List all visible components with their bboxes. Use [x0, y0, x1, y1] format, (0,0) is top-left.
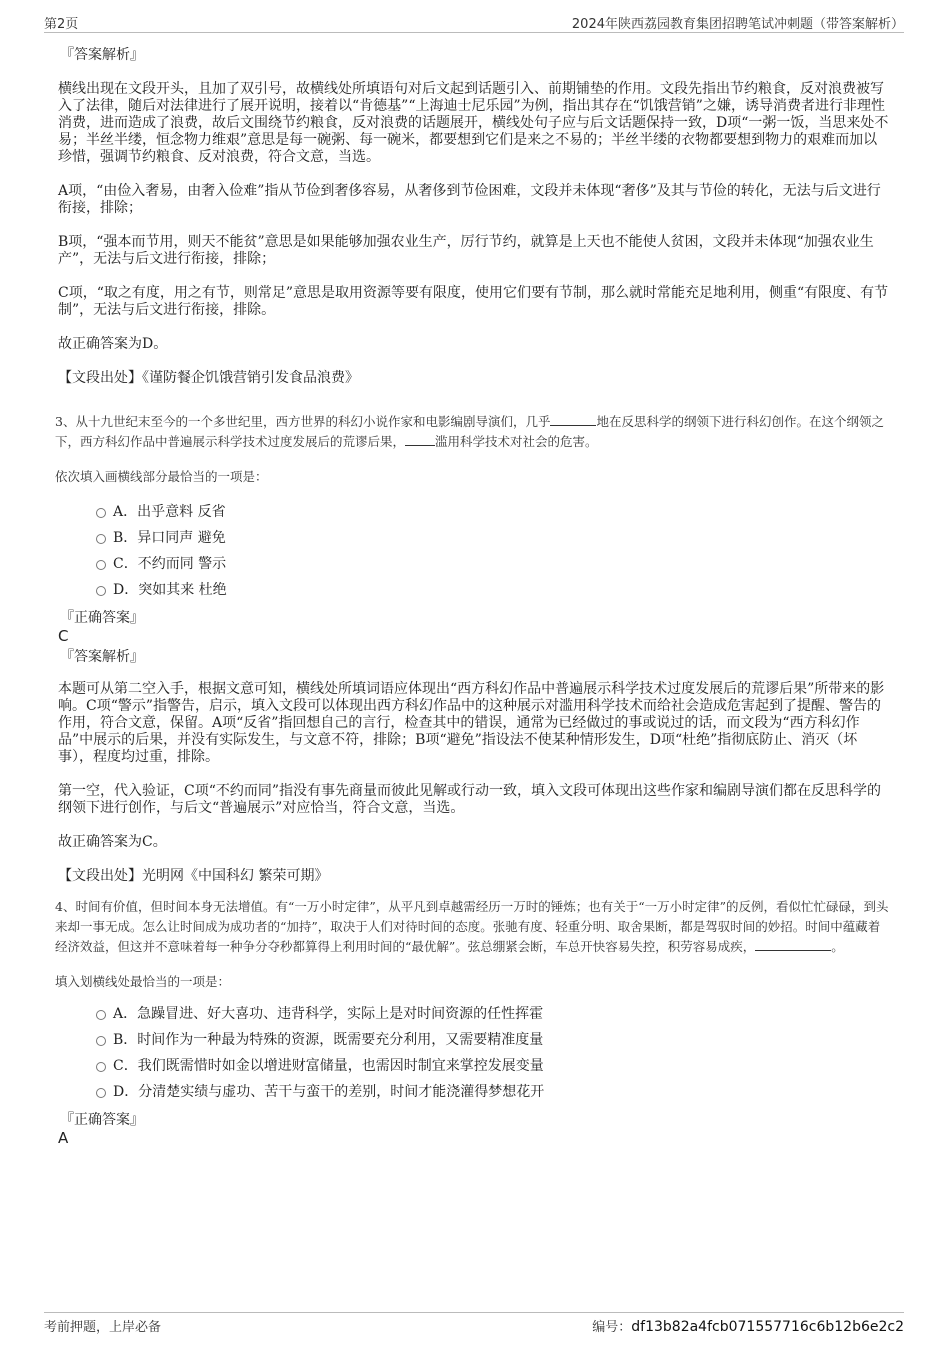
- option-letter: C．: [113, 1058, 138, 1074]
- radio-icon[interactable]: [96, 508, 106, 518]
- page-footer: [44, 1312, 904, 1335]
- radio-icon[interactable]: [96, 1010, 106, 1020]
- page-header: [44, 10, 904, 33]
- option-letter: A．: [113, 504, 138, 520]
- page-content: [55, 46, 890, 1147]
- radio-icon[interactable]: [96, 1062, 106, 1072]
- q3-option-a[interactable]: [58, 499, 890, 525]
- q3-blank-2: [405, 433, 435, 446]
- option-text: 时间作为一种最为特殊的资源，既需要充分利用，又需要精准度量: [137, 1032, 544, 1048]
- q2-analysis-option-b: B项，“强本而节用，则天不能贫”意思是如果能够加强农业生产，厉行节约，就算是上天也不能使人贫困，文段并未体现“加强农业生产”，无法与后文进行衔接，排除；: [58, 234, 874, 267]
- q2-conclusion: 故正确答案为D。: [58, 336, 168, 352]
- q3-conclusion: 故正确答案为C。: [58, 834, 167, 850]
- q2-source: 【文段出处】《谨防餐企饥饿营销引发食品浪费》: [58, 370, 359, 386]
- radio-icon[interactable]: [96, 534, 106, 544]
- q3-options: [58, 499, 890, 603]
- q2-analysis-label: 『答案解析』: [60, 47, 144, 63]
- q4-prompt: 填入划横线处最恰当的一项是：: [55, 974, 231, 989]
- option-text: 不约而同 警示: [137, 556, 227, 572]
- option-letter: D．: [113, 582, 139, 598]
- q4-answer-label: 『正确答案』: [60, 1112, 144, 1128]
- document-title: 2024年陕西荔园教育集团招聘笔试冲刺题（带答案解析）: [571, 17, 904, 32]
- q3-stem: [55, 412, 890, 452]
- q4-option-c[interactable]: [58, 1053, 890, 1079]
- q3-answer-label: 『正确答案』: [60, 610, 144, 626]
- option-letter: C．: [113, 556, 138, 572]
- option-letter: B．: [113, 530, 138, 546]
- q3-analysis-paragraph-1: 本题可从第二空入手，根据文意可知，横线处所填词语应体现出“西方科幻作品中普遍展示科学技术过度发展后的荒谬后果”所带来的影响。C项“警示”指警告，启示，填入文段可以体现出西方科幻作品中的这种展示对滥用科学技术而给社会造成危害起到了提醒、警告的作用，符合文意，保留。A项“反省”指回想自己的言行，检查其中的错误，通常为已经做过的事或说过的话，而文段为“西方科幻作品”中展示的后果，并没有实际发生，与文意不符，排除；B项“避免”指设法不使某种情形发生，D项“杜绝”指彻底防止、消灭（坏事），程度均过重，排除。: [58, 681, 885, 765]
- q4-options: [58, 1001, 890, 1105]
- q4-answer: A: [58, 1129, 69, 1147]
- q2-analysis-option-a: A项，“由俭入奢易，由奢入俭难”指从节俭到奢侈容易，从奢侈到节俭困难，文段并未体现“奢侈”及其与节俭的转化，无法与后文进行衔接，排除；: [58, 183, 881, 216]
- q4-option-b[interactable]: [58, 1027, 890, 1053]
- q3-stem-part-2: 地在反思科学的纲领下进行科幻创作。在这个纲领之下，西方科幻作品中普遍展示科学技术过度发展后的荒谬后果，: [55, 414, 884, 449]
- page-number: 第2页: [44, 17, 79, 32]
- q4-stem-text: 4、时间有价值，但时间本身无法增值。有“一万小时定律”，从平凡到卓越需经历一万时的锤炼；也有关于“一万小时定律”的反例，看似忙忙碌碌，到头来却一事无成。怎么让时间成为成功者的“加持”，取决于人们对待时间的态度。张驰有度、轻重分明、取舍果断，都是驾驭时间的妙招。时间中蕴藏着经济效益，但这并不意味着每一种争分夺秒都算得上利用时间的“最优解”。弦总绷紧会断，车总开快容易失控，积劳容易成疾，: [55, 899, 889, 954]
- footer-slogan: 考前押题，上岸必备: [44, 1320, 162, 1335]
- radio-icon[interactable]: [96, 1088, 106, 1098]
- q3-analysis-paragraph-2: 第一空，代入验证，C项“不约而同”指没有事先商量而彼此见解或行动一致，填入文段可体现出这些作家和编剧导演们都在反思科学的纲领下进行创作，与后文“普遍展示”对应恰当，符合文意，当选。: [58, 783, 882, 816]
- option-text: 我们既需惜时如金以增进财富储量，也需因时制宜来掌控发展变量: [137, 1058, 544, 1074]
- q3-source: 【文段出处】光明网《中国科幻 繁荣可期》: [58, 868, 329, 884]
- option-text: 突如其来 杜绝: [138, 582, 227, 598]
- radio-icon[interactable]: [96, 586, 106, 596]
- q3-analysis-label: 『答案解析』: [60, 649, 144, 665]
- q3-stem-part-1: 3、从十九世纪末至今的一个多世纪里，西方世界的科幻小说作家和电影编剧导演们，几乎: [55, 414, 551, 429]
- q3-prompt: 依次填入画横线部分最恰当的一项是：: [55, 469, 268, 484]
- q3-stem-part-3: 滥用科学技术对社会的危害。: [435, 434, 598, 449]
- q4-section: [55, 897, 890, 1147]
- q2-analysis-paragraph: 横线出现在文段开头，且加了双引号，故横线处所填语句对后文起到话题引入、前期铺垫的作用。文段先指出节约粮食，反对浪费被写入了法律，随后对法律进行了展开说明，接着以“肯德基”“上海迪士尼乐园”为例，指出其存在“饥饿营销”之嫌，诱导消费者进行非理性消费，进而造成了浪费，故后文围绕节约粮食，反对浪费的话题展开，横线处句子应与后文话题保持一致，D项“一粥一饭，当思来处不易；半丝半缕，恒念物力维艰”意思是每一碗粥、每一碗米，都要想到它们是来之不易的；半丝半缕的衣物都要想到物力的艰难而加以珍惜，强调节约粮食、反对浪费，符合文意，当选。: [58, 81, 889, 165]
- q4-stem: [55, 897, 890, 957]
- code-value: df13b82a4fcb071557716c6b12b6e2c2: [631, 1319, 904, 1335]
- q3-option-b[interactable]: [58, 525, 890, 551]
- option-letter: A．: [113, 1006, 138, 1022]
- document-code: [592, 1316, 904, 1335]
- q4-blank: [755, 938, 831, 951]
- option-text: 分清楚实绩与虚功、苦干与蛮干的差别，时间才能浇灌得梦想花开: [138, 1084, 545, 1100]
- q4-option-d[interactable]: [58, 1079, 890, 1105]
- q3-answer: C: [58, 627, 69, 645]
- q4-stem-end: 。: [831, 939, 844, 954]
- q3-section: [55, 412, 890, 885]
- radio-icon[interactable]: [96, 560, 106, 570]
- q3-blank-1: [550, 413, 596, 426]
- option-text: 出乎意料 反省: [137, 504, 226, 520]
- option-text: 急躁冒进、好大喜功、违背科学，实际上是对时间资源的任性挥霍: [137, 1006, 544, 1022]
- q4-option-a[interactable]: [58, 1001, 890, 1027]
- code-label: 编号：: [592, 1320, 632, 1335]
- q3-option-d[interactable]: [58, 577, 890, 603]
- q2-section: [58, 46, 890, 387]
- option-letter: B．: [113, 1032, 138, 1048]
- q3-option-c[interactable]: [58, 551, 890, 577]
- option-text: 异口同声 避免: [137, 530, 226, 546]
- q2-analysis-option-c: C项，“取之有度，用之有节，则常足”意思是取用资源等要有限度，使用它们要有节制，那么就时常能充足地利用，侧重“有限度、有节制”，无法与后文进行衔接，排除。: [58, 285, 889, 318]
- option-letter: D．: [113, 1084, 139, 1100]
- radio-icon[interactable]: [96, 1036, 106, 1046]
